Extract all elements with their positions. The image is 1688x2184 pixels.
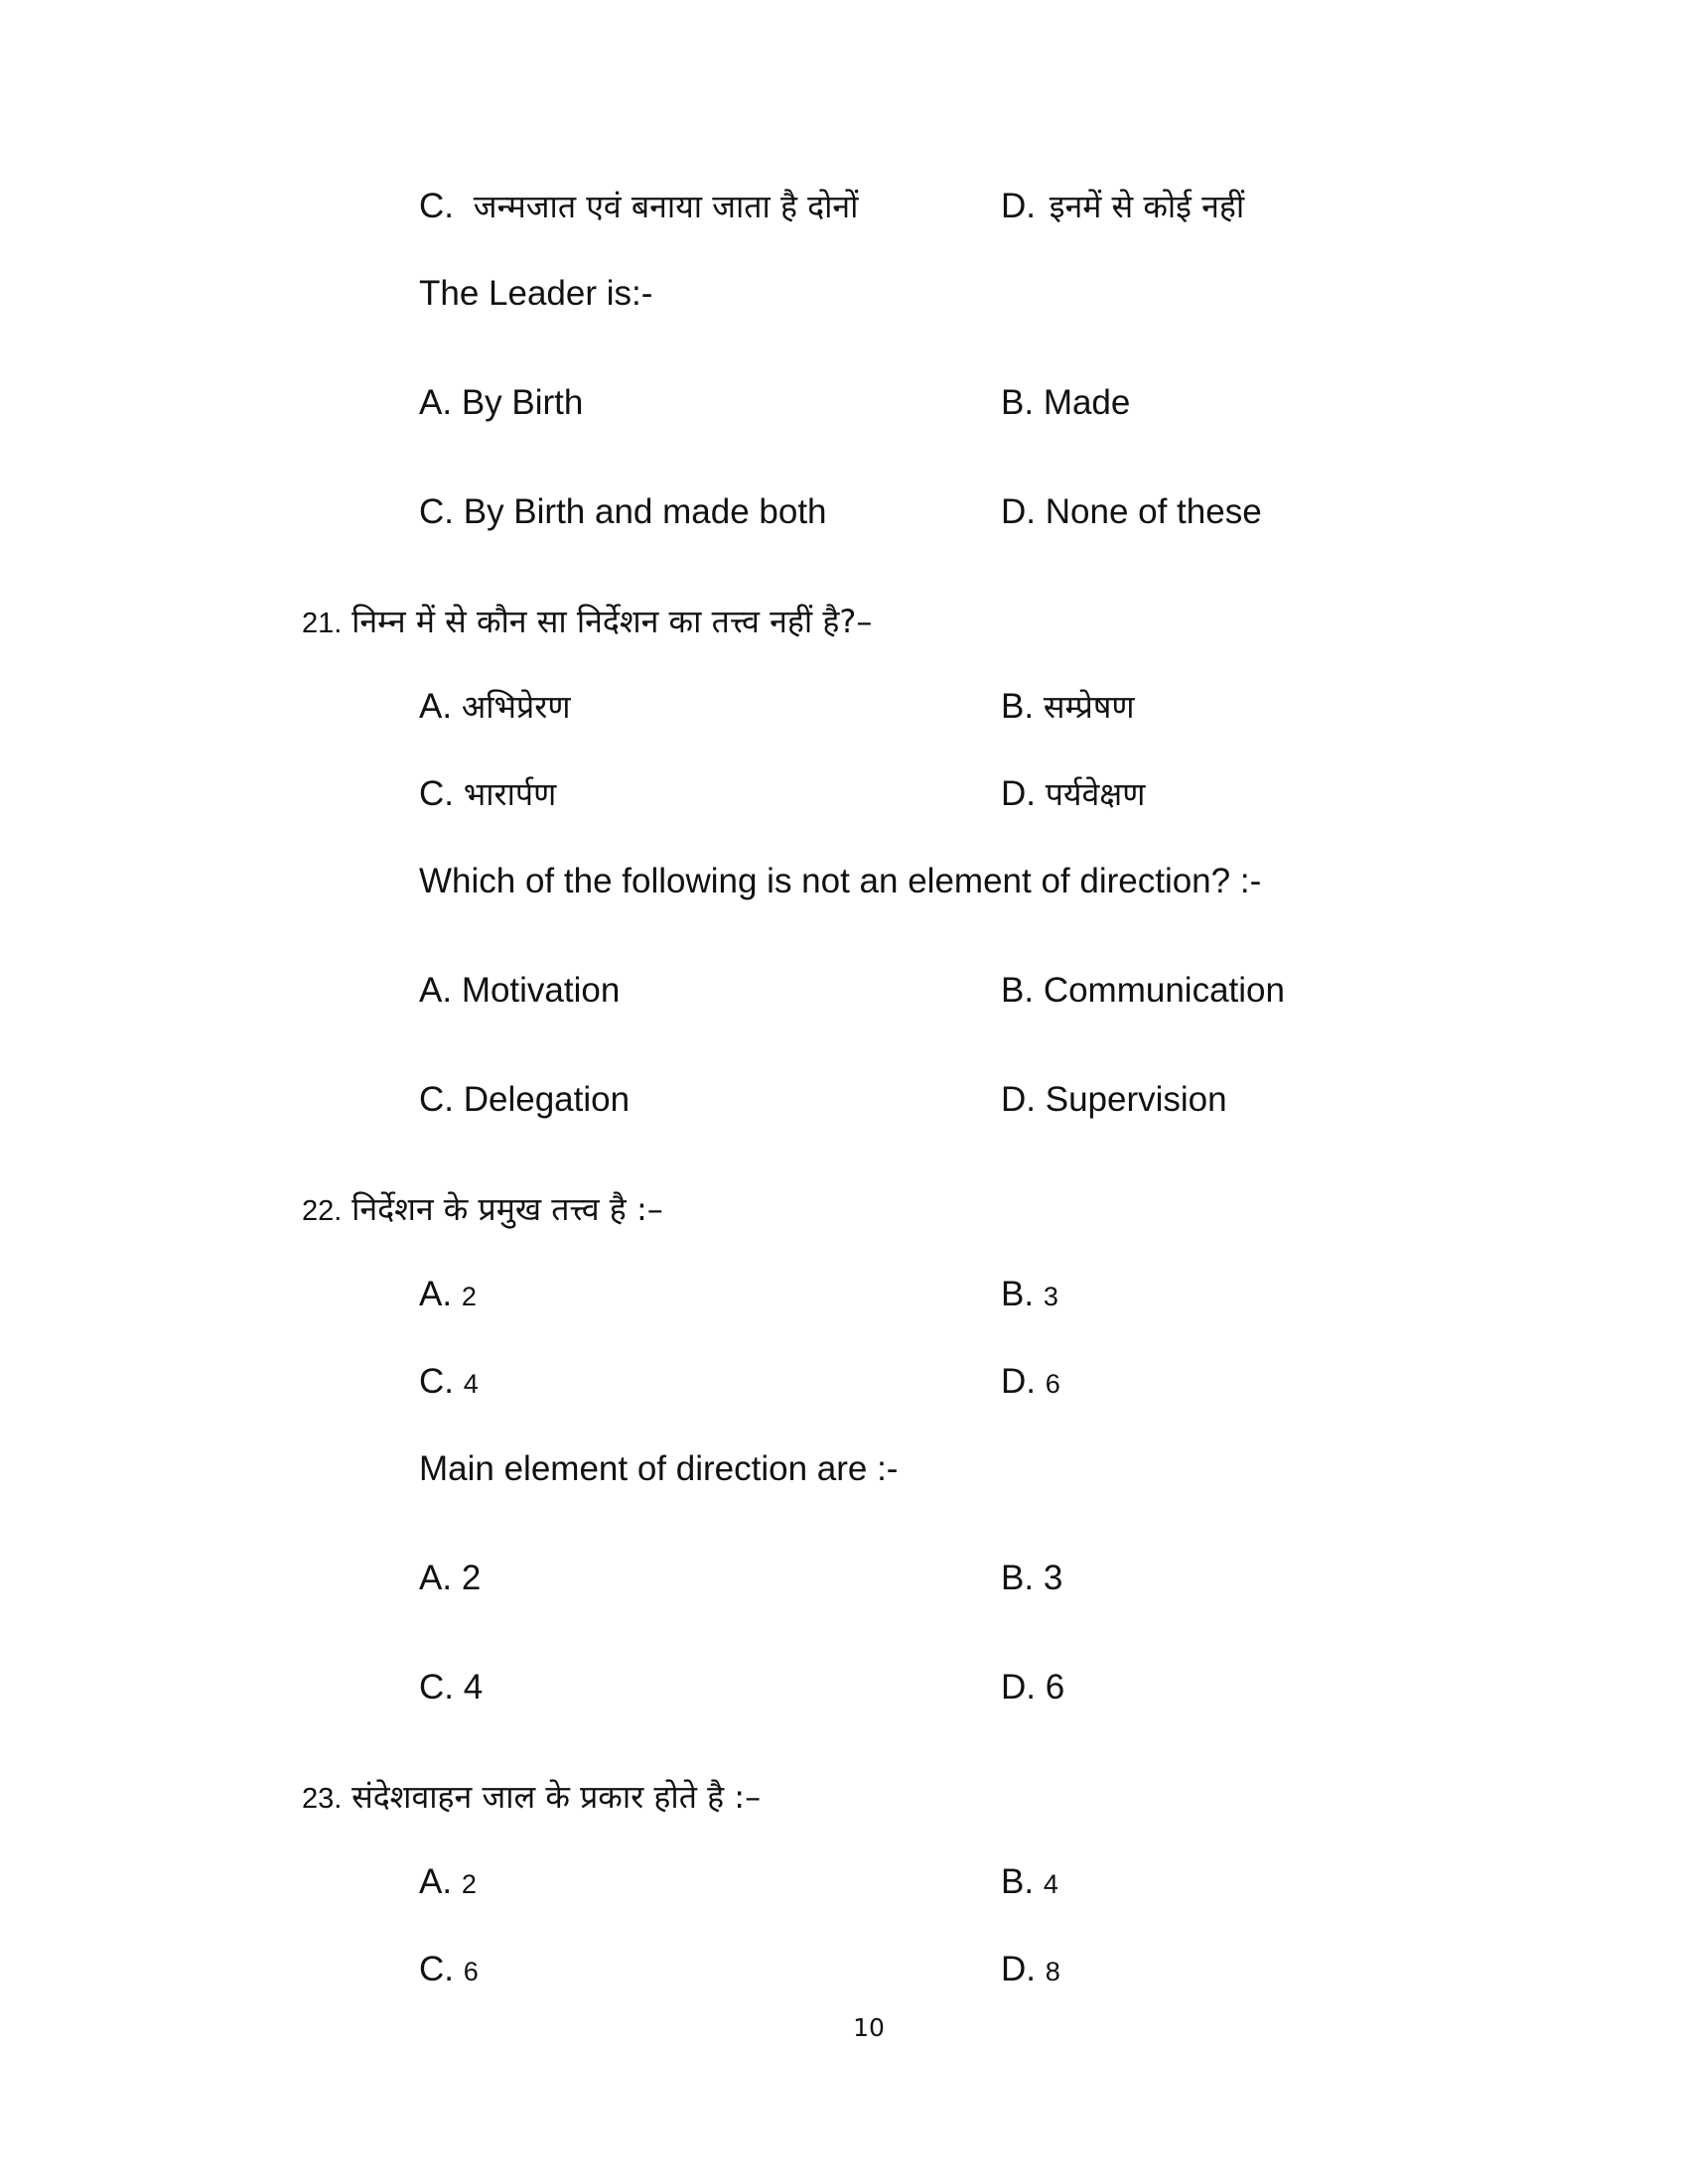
option-letter: A. [419,687,453,726]
option-d-english [1001,490,1262,534]
question-21-hindi [302,600,872,645]
option-b-hindi [1001,685,1135,729]
option-c-hindi [419,1948,479,1993]
option-text: इनमें से कोई नहीं [1049,188,1245,225]
option-d-english [1001,1078,1227,1122]
option-text: 6 [1045,1369,1060,1399]
option-letter: C. [419,1080,454,1119]
option-letter: B. [1001,1559,1035,1597]
option-letter: C. [419,187,454,225]
option-letter: B. [1001,1275,1035,1313]
option-letter: C. [419,492,454,531]
option-text: None of these [1045,492,1262,531]
question-stem-english: The Leader is:- [419,274,653,313]
option-text: 2 [461,1559,482,1597]
option-d-hindi [1001,772,1145,816]
option-text: Supervision [1045,1080,1227,1119]
question-stem-hindi: निम्न में से कौन सा निर्देशन का तत्त्व नहीं है?– [352,603,873,640]
question-number: 22. [302,1195,343,1227]
option-a-hindi [419,685,570,729]
option-text: By Birth and made both [463,492,827,531]
option-a-hindi [419,1273,477,1318]
option-text: 6 [463,1957,479,1986]
option-letter: A. [419,1275,453,1313]
option-letter: B. [1001,687,1035,726]
question-stem-hindi: निर्देशन के प्रमुख तत्त्व है :– [352,1190,663,1228]
option-text: Communication [1043,971,1285,1010]
option-text: 4 [463,1668,484,1706]
option-letter: D. [1001,1668,1036,1706]
option-letter: B. [1001,971,1035,1010]
option-letter: D. [1001,187,1036,225]
option-text: Made [1043,383,1131,422]
question-number: 21. [302,608,343,639]
option-text: Motivation [461,971,621,1010]
option-b-hindi [1001,1860,1058,1906]
option-text: 2 [461,1282,477,1311]
option-c-english [419,1666,483,1709]
option-d-hindi [1001,1360,1060,1406]
option-text: 2 [461,1869,477,1899]
option-letter: D. [1001,1080,1036,1119]
option-letter: D. [1001,492,1036,531]
option-text: जन्मजात एवं बनाया जाता है दोनों [473,188,859,225]
option-text: 8 [1045,1957,1060,1986]
option-b-english [1001,381,1130,425]
option-c-english [419,490,827,534]
option-text: अभिप्रेरण [461,688,571,726]
option-d-hindi [1001,1948,1060,1993]
option-a-english [419,969,620,1013]
question-stem-english: Which of the following is not an element of direction? :- [419,862,1262,900]
option-letter: B. [1001,383,1035,422]
option-d-english [1001,1666,1064,1709]
option-text: By Birth [461,383,584,422]
option-letter: A. [419,1559,453,1597]
option-c-english [419,1078,630,1122]
option-a-hindi [419,1860,477,1906]
page-number: 10 [853,2013,885,2042]
question-stem-english: Main element of direction are :- [419,1449,899,1488]
question-23-hindi [302,1775,761,1821]
option-a-english [419,1557,481,1600]
option-letter: A. [419,971,453,1010]
option-d-hindi [1001,185,1244,228]
option-letter: A. [419,383,453,422]
option-text: 4 [463,1369,479,1399]
option-c-hindi [419,772,556,816]
question-number: 23. [302,1783,343,1815]
option-letter: C. [419,774,454,813]
option-c-hindi [419,1360,479,1406]
option-letter: B. [1001,1862,1035,1901]
option-b-english [1001,1557,1062,1600]
option-text: सम्प्रेषण [1043,688,1135,726]
option-c-hindi [419,185,858,228]
option-b-hindi [1001,1273,1058,1318]
option-letter: D. [1001,1950,1036,1988]
option-text: 3 [1043,1559,1063,1597]
option-letter: C. [419,1950,454,1988]
option-letter: C. [419,1362,454,1401]
option-letter: C. [419,1668,454,1706]
option-text: पर्यवेक्षण [1045,775,1146,813]
option-text: 6 [1045,1668,1065,1706]
question-stem-hindi: संदेशवाहन जाल के प्रकार होते है :– [352,1778,762,1816]
option-letter: D. [1001,774,1036,813]
option-letter: D. [1001,1362,1036,1401]
option-text: 3 [1043,1282,1058,1311]
question-22-hindi [302,1187,663,1233]
option-text: 4 [1043,1869,1058,1899]
option-text: भारार्पण [463,775,557,813]
option-a-english [419,381,583,425]
option-text: Delegation [463,1080,631,1119]
option-b-english [1001,969,1285,1013]
option-letter: A. [419,1862,453,1901]
